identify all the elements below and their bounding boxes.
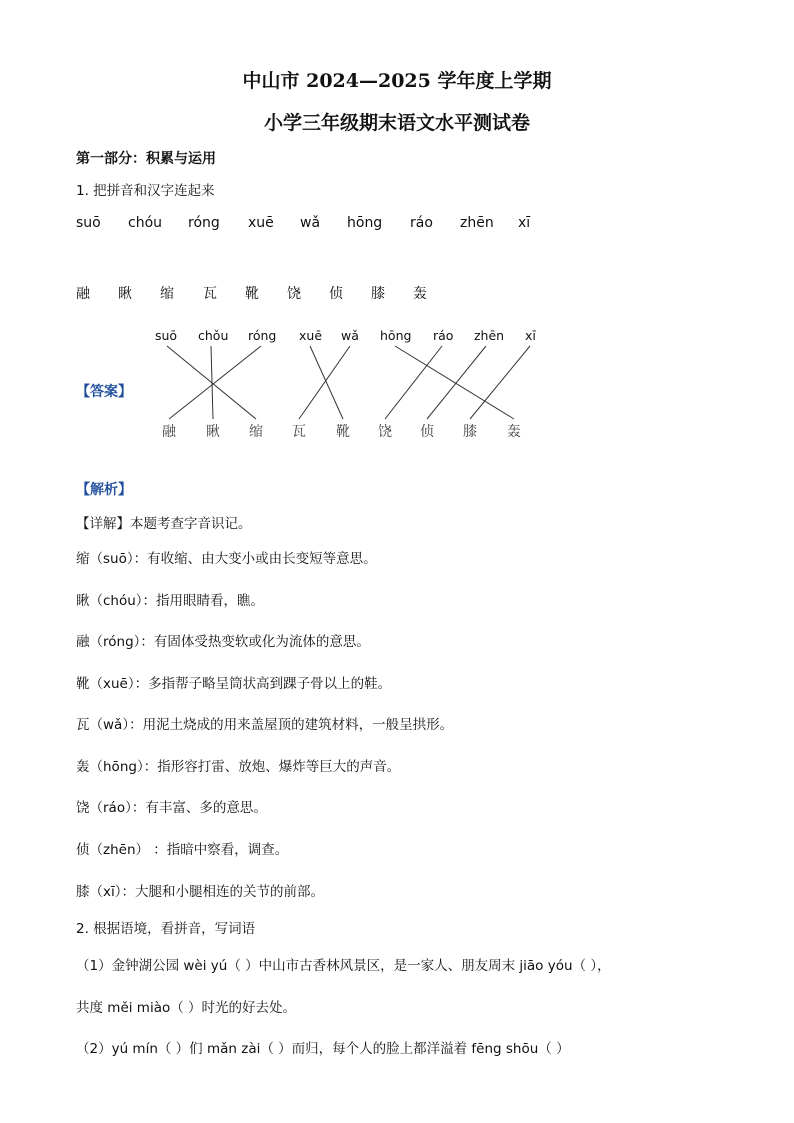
hanzi-item: 膝 bbox=[371, 286, 385, 302]
explanation-item: 融（róng）：有固体受热变软或化为流体的意思。 bbox=[76, 634, 370, 650]
match-line bbox=[427, 346, 486, 419]
question-2-line: （1）金钟湖公园 wèi yú（ ）中山市古香林风景区，是一家人、朋友周末 jiāo yóu（ ）， bbox=[76, 958, 611, 974]
hanzi-item: 饶 bbox=[287, 286, 301, 302]
page-title: 中山市 2024—2025 学年度上学期 bbox=[242, 70, 552, 92]
hanzi-item: 侦 bbox=[329, 286, 343, 302]
explanation-item: 轰（hōng）：指形容打雷、放炮、爆炸等巨大的声音。 bbox=[76, 759, 401, 775]
answer-pinyin: hōng bbox=[380, 328, 412, 343]
explanation-item: 膝（xī）：大腿和小腿相连的关节的前部。 bbox=[76, 884, 324, 900]
answer-hanzi: 缩 bbox=[249, 424, 263, 440]
answer-hanzi: 轰 bbox=[507, 424, 521, 440]
answer-hanzi: 瓦 bbox=[292, 424, 306, 440]
answer-hanzi: 饶 bbox=[378, 424, 392, 440]
match-line bbox=[470, 346, 530, 419]
answer-pinyin: ráo bbox=[433, 328, 454, 343]
hanzi-item: 靴 bbox=[245, 286, 259, 302]
detail-text: 【详解】本题考查字音识记。 bbox=[76, 516, 252, 532]
hanzi-item: 轰 bbox=[413, 286, 427, 302]
section-title: 第一部分：积累与运用 bbox=[76, 151, 216, 167]
analysis-label: 【解析】 bbox=[76, 482, 132, 498]
hanzi-item: 融 bbox=[76, 286, 90, 302]
answer-hanzi: 靴 bbox=[336, 424, 350, 440]
pinyin-item: chóu bbox=[128, 215, 163, 231]
match-line bbox=[299, 346, 350, 419]
explanation-item: 瞅（chóu）：指用眼睛看，瞧。 bbox=[76, 593, 265, 609]
answer-pinyin: wǎ bbox=[341, 328, 359, 343]
pinyin-item: zhēn bbox=[460, 215, 494, 231]
hanzi-item: 瓦 bbox=[203, 286, 217, 302]
pinyin-item: xuē bbox=[248, 215, 274, 231]
explanation-item: 侦（zhēn） ：指暗中察看，调查。 bbox=[76, 842, 289, 858]
pinyin-item: ráo bbox=[410, 215, 433, 231]
pinyin-item: róng bbox=[188, 215, 220, 231]
question-2-prompt: 2. 根据语境，看拼音，写词语 bbox=[76, 921, 256, 937]
pinyin-item: suō bbox=[76, 215, 101, 231]
question-2-line: （2）yú mín（ ）们 mǎn zài（ ）而归，每个人的脸上都洋溢着 fēng shōu（ ） bbox=[76, 1041, 570, 1057]
explanation-item: 饶（ráo）：有丰富、多的意思。 bbox=[76, 800, 267, 816]
matching-diagram bbox=[140, 322, 560, 446]
hanzi-item: 瞅 bbox=[118, 286, 132, 302]
answer-pinyin: suō bbox=[155, 328, 178, 343]
explanation-item: 瓦（wǎ）：用泥土烧成的用来盖屋顶的建筑材料，一般呈拱形。 bbox=[76, 717, 454, 733]
answer-label: 【答案】 bbox=[76, 384, 132, 400]
pinyin-item: xī bbox=[518, 215, 531, 231]
answer-hanzi: 瞅 bbox=[206, 424, 220, 440]
page-subtitle: 小学三年级期末语文水平测试卷 bbox=[263, 112, 530, 134]
answer-hanzi: 侦 bbox=[420, 424, 434, 440]
match-line bbox=[169, 346, 261, 419]
question-1-prompt: 1. 把拼音和汉字连起来 bbox=[76, 183, 215, 199]
answer-hanzi: 膝 bbox=[463, 424, 477, 440]
answer-hanzi: 融 bbox=[162, 424, 176, 440]
explanation-item: 靴（xuē）：多指帮子略呈筒状高到踝子骨以上的鞋。 bbox=[76, 676, 392, 692]
answer-pinyin: xī bbox=[525, 328, 536, 343]
explanation-item: 缩（suō）：有收缩、由大变小或由长变短等意思。 bbox=[76, 551, 377, 567]
answer-pinyin: róng bbox=[248, 328, 277, 343]
answer-pinyin: chǒu bbox=[198, 328, 229, 343]
match-line bbox=[395, 346, 514, 419]
answer-pinyin: xuē bbox=[299, 328, 323, 343]
question-2-line: 共度 měi miào（ ）时光的好去处。 bbox=[76, 1000, 297, 1016]
match-line bbox=[310, 346, 343, 419]
pinyin-item: wǎ bbox=[300, 215, 321, 231]
answer-pinyin: zhēn bbox=[474, 328, 505, 343]
pinyin-item: hōng bbox=[347, 215, 383, 231]
hanzi-item: 缩 bbox=[160, 286, 174, 302]
